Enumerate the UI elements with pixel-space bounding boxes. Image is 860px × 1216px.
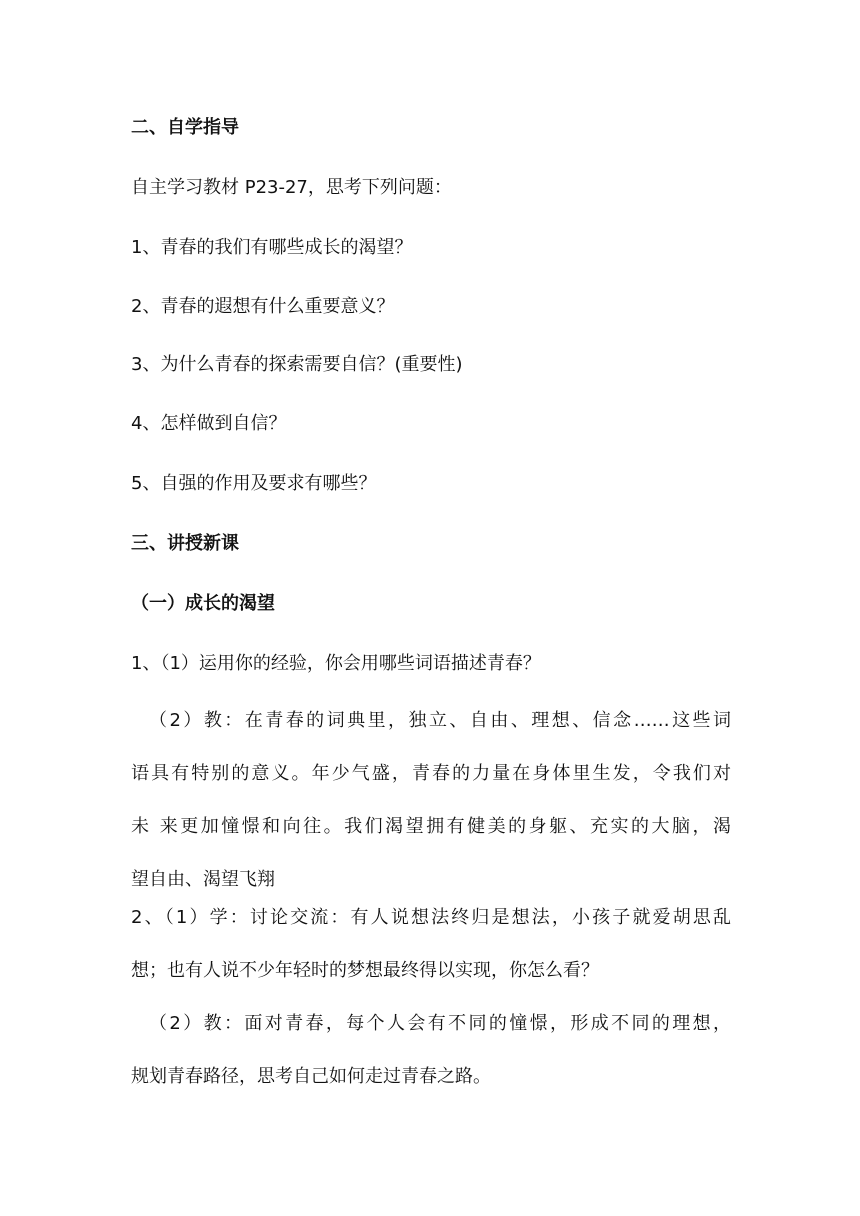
item1-question: 1、（1）运用你的经验，你会用哪些词语描述青春？	[131, 653, 541, 674]
intro-text: 自主学习教材 P23-27，思考下列问题：	[131, 177, 452, 198]
item2-question-line: 想；也有人说不少年轻时的梦想最终得以实现，你怎么看？	[131, 960, 599, 981]
item2-answer-line: （2）教：面对青春，每个人会有不同的憧憬，形成不同的理想，	[149, 1013, 731, 1034]
item1-answer-line: 望自由、渴望飞翔	[131, 869, 275, 890]
item1-answer-line: 未 来更加憧憬和向往。我们渴望拥有健美的身躯、充实的大脑，渴	[131, 816, 731, 837]
question-2: 2、青春的遐想有什么重要意义？	[131, 296, 395, 317]
item2-question-line: 2、（1）学：讨论交流：有人说想法终归是想法，小孩子就爱胡思乱	[131, 907, 731, 928]
item1-answer	[131, 709, 731, 892]
question-5: 5、自强的作用及要求有哪些？	[131, 473, 377, 494]
item2-answer	[131, 1012, 731, 1089]
section3-heading: 三、讲授新课	[131, 533, 239, 554]
item2-question	[131, 906, 731, 983]
question-4: 4、怎样做到自信？	[131, 413, 287, 434]
item1-answer-line: 语具有特别的意义。年少气盛，青春的力量在身体里生发，令我们对	[131, 763, 731, 784]
question-1: 1、青春的我们有哪些成长的渴望？	[131, 237, 413, 258]
item1-answer-line: （2）教：在青春的词典里，独立、自由、理想、信念……这些词	[149, 710, 731, 731]
question-3: 3、为什么青春的探索需要自信？(重要性)	[131, 354, 463, 375]
subsection1-heading: （一）成长的渴望	[131, 593, 275, 614]
section2-heading: 二、自学指导	[131, 117, 239, 138]
item2-answer-line: 规划青春路径，思考自己如何走过青春之路。	[131, 1066, 491, 1087]
